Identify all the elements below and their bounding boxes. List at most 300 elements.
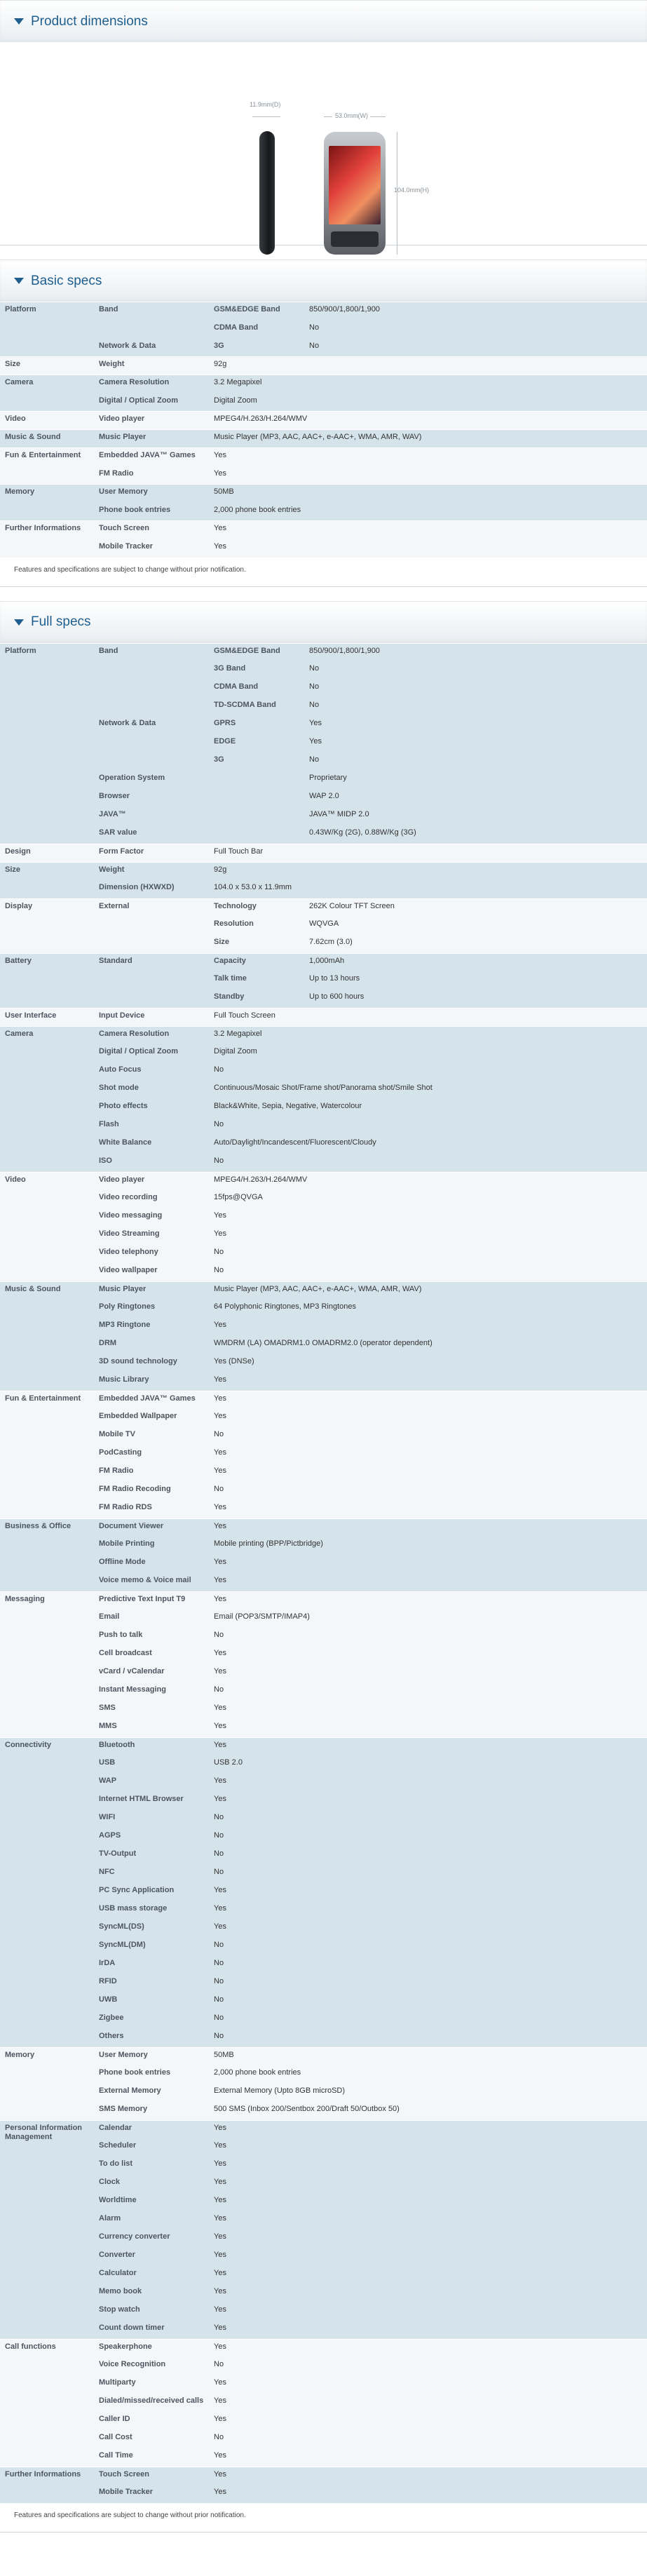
spec-value: Yes bbox=[209, 1500, 647, 1518]
spec-row bbox=[0, 412, 647, 430]
spec-value: Yes bbox=[209, 2193, 647, 2211]
spec-value: No bbox=[209, 1063, 647, 1081]
spec-value: Auto/Daylight/Incandescent/Fluorescent/Cloudy bbox=[209, 1135, 647, 1154]
spec-value: Yes bbox=[209, 2412, 647, 2430]
spec-label: Music Player bbox=[94, 1281, 209, 1300]
spec-label: Scheduler bbox=[94, 2138, 209, 2157]
spec-value: Yes bbox=[209, 2284, 647, 2302]
spec-subcategory: SAR value bbox=[94, 825, 209, 844]
depth-arrow bbox=[252, 116, 280, 117]
spec-row bbox=[0, 771, 647, 789]
spec-row bbox=[0, 2193, 647, 2211]
spec-row bbox=[0, 1409, 647, 1427]
spec-subcategory: Band bbox=[94, 302, 209, 321]
spec-row bbox=[0, 862, 647, 880]
spec-label: WIFI bbox=[94, 1810, 209, 1828]
spec-label: Currency converter bbox=[94, 2230, 209, 2248]
spec-value: Yes bbox=[209, 1664, 647, 1683]
spec-label bbox=[209, 789, 304, 807]
spec-row bbox=[0, 1081, 647, 1099]
spec-row bbox=[0, 2102, 647, 2120]
spec-row bbox=[0, 2412, 647, 2430]
spec-label: USB bbox=[94, 1755, 209, 1774]
spec-row bbox=[0, 339, 647, 357]
spec-row bbox=[0, 1336, 647, 1354]
spec-category: Camera bbox=[0, 1026, 94, 1172]
spec-subcategory: External bbox=[94, 898, 209, 917]
spec-label: Calendar bbox=[94, 2120, 209, 2138]
spec-value: Yes bbox=[209, 1391, 647, 1409]
spec-category: Design bbox=[0, 844, 94, 862]
spec-label: Weight bbox=[94, 357, 209, 375]
spec-value: Yes bbox=[209, 2321, 647, 2339]
spec-label: Call Cost bbox=[94, 2430, 209, 2448]
spec-row bbox=[0, 2211, 647, 2230]
spec-category: Further Informations bbox=[0, 2467, 94, 2503]
spec-label: Converter bbox=[94, 2248, 209, 2266]
spec-label: 3G Band bbox=[209, 661, 304, 680]
spec-value: No bbox=[209, 2357, 647, 2375]
spec-label: 3G bbox=[209, 339, 304, 357]
spec-label: Instant Messaging bbox=[94, 1683, 209, 1701]
spec-value: 3.2 Megapixel bbox=[209, 375, 647, 393]
spec-value: No bbox=[209, 2029, 647, 2047]
spec-category: Memory bbox=[0, 2047, 94, 2120]
spec-value: Music Player (MP3, AAC, AAC+, e-AAC+, WMA, AMR, WAV) bbox=[209, 1281, 647, 1300]
spec-value: Yes bbox=[209, 2138, 647, 2157]
spec-label: Others bbox=[94, 2029, 209, 2047]
spec-subcategory bbox=[94, 971, 209, 990]
spec-value: Yes bbox=[209, 1591, 647, 1610]
spec-row bbox=[0, 1063, 647, 1081]
spec-subcategory: Operation System bbox=[94, 771, 209, 789]
spec-value: Continuous/Mosaic Shot/Frame shot/Panorama shot/Smile Shot bbox=[209, 1081, 647, 1099]
spec-row bbox=[0, 935, 647, 953]
spec-label: Photo effects bbox=[94, 1099, 209, 1117]
spec-value: Yes bbox=[209, 466, 647, 485]
spec-value: 262K Colour TFT Screen bbox=[304, 898, 647, 917]
spec-value: Yes bbox=[209, 1792, 647, 1810]
spec-label: Voice memo & Voice mail bbox=[94, 1573, 209, 1591]
spec-row bbox=[0, 1920, 647, 1938]
spec-label: Weight bbox=[94, 862, 209, 880]
spec-value: Yes bbox=[209, 2266, 647, 2284]
spec-label: Voice Recognition bbox=[94, 2357, 209, 2375]
spec-row bbox=[0, 1573, 647, 1591]
spec-label: IrDA bbox=[94, 1956, 209, 1974]
spec-category: Messaging bbox=[0, 1591, 94, 1737]
spec-row bbox=[0, 789, 647, 807]
spec-value: No bbox=[209, 2430, 647, 2448]
product-dimensions-section bbox=[0, 0, 647, 245]
spec-label: Video messaging bbox=[94, 1208, 209, 1227]
width-label: 53.0mm(W) bbox=[335, 112, 368, 119]
spec-row bbox=[0, 1245, 647, 1263]
spec-row bbox=[0, 1610, 647, 1628]
spec-row bbox=[0, 825, 647, 844]
spec-label: Camera Resolution bbox=[94, 1026, 209, 1044]
spec-value: No bbox=[304, 698, 647, 716]
spec-label: UWB bbox=[94, 1992, 209, 2011]
spec-row bbox=[0, 1464, 647, 1482]
spec-subcategory bbox=[94, 698, 209, 716]
spec-value: 92g bbox=[209, 862, 647, 880]
disclaimer-note: Features and specifications are subject to change without prior notification. bbox=[0, 2503, 647, 2533]
spec-value: Music Player (MP3, AAC, AAC+, e-AAC+, WMA, AMR, WAV) bbox=[209, 430, 647, 448]
spec-label: User Memory bbox=[94, 2047, 209, 2065]
spec-label: SyncML(DM) bbox=[94, 1938, 209, 1956]
basic-specs-table bbox=[0, 302, 647, 558]
spec-row bbox=[0, 1737, 647, 1755]
spec-value: Yes bbox=[209, 2394, 647, 2412]
spec-value: Yes bbox=[209, 1573, 647, 1591]
spec-value: Yes bbox=[209, 1883, 647, 1901]
spec-value: External Memory (Upto 8GB microSD) bbox=[209, 2084, 647, 2102]
spec-label: Video player bbox=[94, 1172, 209, 1190]
spec-label: Worldtime bbox=[94, 2193, 209, 2211]
spec-label: Technology bbox=[209, 898, 304, 917]
spec-row bbox=[0, 1500, 647, 1518]
spec-label: Embedded Wallpaper bbox=[94, 1409, 209, 1427]
spec-row bbox=[0, 1701, 647, 1719]
spec-value: 850/900/1,800/1,900 bbox=[304, 643, 647, 661]
spec-label: 3G bbox=[209, 753, 304, 771]
spec-label: Mobile Tracker bbox=[94, 539, 209, 558]
spec-row bbox=[0, 898, 647, 917]
spec-row bbox=[0, 990, 647, 1008]
spec-row bbox=[0, 880, 647, 898]
spec-row bbox=[0, 302, 647, 321]
full-specs-table bbox=[0, 643, 647, 2504]
spec-value: MPEG4/H.263/H.264/WMV bbox=[209, 1172, 647, 1190]
spec-value: Yes bbox=[209, 2339, 647, 2357]
spec-label: Email bbox=[94, 1610, 209, 1628]
spec-value: Mobile printing (BPP/Pictbridge) bbox=[209, 1537, 647, 1555]
collapse-arrow-icon[interactable] bbox=[14, 619, 24, 626]
spec-row bbox=[0, 357, 647, 375]
spec-row bbox=[0, 1628, 647, 1646]
basic-specs-header[interactable] bbox=[0, 259, 647, 302]
spec-category: Size bbox=[0, 357, 94, 375]
spec-label: CDMA Band bbox=[209, 680, 304, 698]
spec-value: 2,000 phone book entries bbox=[209, 2065, 647, 2084]
spec-value: Yes bbox=[209, 2211, 647, 2230]
spec-row bbox=[0, 1719, 647, 1737]
spec-row bbox=[0, 2157, 647, 2175]
spec-value: Yes bbox=[209, 2375, 647, 2394]
full-specs-section bbox=[0, 601, 647, 2533]
spec-value: 7.62cm (3.0) bbox=[304, 935, 647, 953]
spec-label: Dialed/missed/received calls bbox=[94, 2394, 209, 2412]
section-title: Full specs bbox=[31, 614, 91, 629]
spec-label: Video wallpaper bbox=[94, 1263, 209, 1281]
spec-value: 64 Polyphonic Ringtones, MP3 Ringtones bbox=[209, 1300, 647, 1318]
spec-label: Internet HTML Browser bbox=[94, 1792, 209, 1810]
spec-label: Size bbox=[209, 935, 304, 953]
spec-value: No bbox=[209, 1992, 647, 2011]
spec-subcategory: Network & Data bbox=[94, 716, 209, 734]
section-title: Basic specs bbox=[31, 273, 102, 288]
spec-value: Yes bbox=[209, 2157, 647, 2175]
spec-value: No bbox=[209, 1938, 647, 1956]
product-dimensions-header[interactable] bbox=[0, 0, 647, 42]
spec-label: Video telephony bbox=[94, 1245, 209, 1263]
spec-label: Calculator bbox=[94, 2266, 209, 2284]
spec-value: Yes bbox=[209, 2120, 647, 2138]
spec-row bbox=[0, 2375, 647, 2394]
spec-subcategory: Standard bbox=[94, 953, 209, 971]
spec-label: Music Library bbox=[94, 1373, 209, 1391]
spec-value: WAP 2.0 bbox=[304, 789, 647, 807]
spec-row bbox=[0, 1190, 647, 1208]
spec-value: Yes bbox=[209, 1555, 647, 1573]
spec-value: Up to 13 hours bbox=[304, 971, 647, 990]
spec-row bbox=[0, 2084, 647, 2102]
spec-value: Yes bbox=[209, 1318, 647, 1336]
spec-value: No bbox=[304, 339, 647, 357]
spec-row bbox=[0, 1263, 647, 1281]
spec-label: Count down timer bbox=[94, 2321, 209, 2339]
spec-label: Alarm bbox=[94, 2211, 209, 2230]
spec-value: No bbox=[304, 753, 647, 771]
spec-value: No bbox=[304, 321, 647, 339]
spec-value: No bbox=[304, 680, 647, 698]
spec-label: FM Radio RDS bbox=[94, 1500, 209, 1518]
spec-value: No bbox=[209, 1974, 647, 1992]
spec-row bbox=[0, 1445, 647, 1464]
spec-row bbox=[0, 716, 647, 734]
spec-value: Email (POP3/SMTP/IMAP4) bbox=[209, 1610, 647, 1628]
spec-row bbox=[0, 698, 647, 716]
depth-label: 11.9mm(D) bbox=[250, 101, 281, 108]
spec-row bbox=[0, 1044, 647, 1063]
spec-value: Yes bbox=[209, 1920, 647, 1938]
spec-value: WMDRM (LA) OMADRM1.0 OMADRM2.0 (operator dependent) bbox=[209, 1336, 647, 1354]
spec-row bbox=[0, 1774, 647, 1792]
spec-label: EDGE bbox=[209, 734, 304, 753]
spec-row bbox=[0, 1537, 647, 1555]
spec-label: RFID bbox=[94, 1974, 209, 1992]
spec-row bbox=[0, 680, 647, 698]
spec-value: No bbox=[209, 1828, 647, 1847]
spec-value: Full Touch Bar bbox=[209, 844, 647, 862]
spec-row bbox=[0, 1117, 647, 1135]
spec-value: Yes bbox=[209, 1409, 647, 1427]
spec-value: Yes bbox=[209, 1737, 647, 1755]
spec-row bbox=[0, 971, 647, 990]
spec-value: Yes bbox=[209, 539, 647, 558]
full-specs-header[interactable] bbox=[0, 601, 647, 643]
spec-category: Personal Information Management bbox=[0, 2120, 94, 2339]
spec-row bbox=[0, 1300, 647, 1318]
spec-row bbox=[0, 1227, 647, 1245]
section-title: Product dimensions bbox=[31, 13, 148, 29]
spec-subcategory bbox=[94, 753, 209, 771]
spec-category: Call functions bbox=[0, 2339, 94, 2467]
spec-row bbox=[0, 1318, 647, 1336]
spec-row bbox=[0, 1391, 647, 1409]
spec-subcategory: Browser bbox=[94, 789, 209, 807]
spec-row bbox=[0, 485, 647, 503]
spec-row bbox=[0, 1938, 647, 1956]
width-arrow-left bbox=[324, 116, 332, 117]
spec-label: Stop watch bbox=[94, 2302, 209, 2321]
spec-row bbox=[0, 1792, 647, 1810]
collapse-arrow-icon[interactable] bbox=[14, 278, 24, 284]
spec-row bbox=[0, 2284, 647, 2302]
spec-row bbox=[0, 448, 647, 466]
spec-row bbox=[0, 1373, 647, 1391]
spec-subcategory: Network & Data bbox=[94, 339, 209, 357]
spec-label: Touch Screen bbox=[94, 2467, 209, 2485]
spec-label: Digital / Optical Zoom bbox=[94, 1044, 209, 1063]
spec-row bbox=[0, 1208, 647, 1227]
spec-label: FM Radio bbox=[94, 466, 209, 485]
spec-value: No bbox=[209, 1154, 647, 1172]
width-arrow-right bbox=[370, 116, 386, 117]
spec-value: Yes bbox=[304, 716, 647, 734]
spec-value: No bbox=[209, 1117, 647, 1135]
spec-value: No bbox=[209, 1683, 647, 1701]
spec-label bbox=[209, 771, 304, 789]
spec-row bbox=[0, 953, 647, 971]
spec-value: No bbox=[209, 1482, 647, 1500]
spec-value: Yes bbox=[209, 1774, 647, 1792]
spec-subcategory bbox=[94, 935, 209, 953]
spec-row bbox=[0, 1664, 647, 1683]
spec-value: 500 SMS (Inbox 200/Sentbox 200/Draft 50/Outbox 50) bbox=[209, 2102, 647, 2120]
spec-label: Memo book bbox=[94, 2284, 209, 2302]
spec-row bbox=[0, 1172, 647, 1190]
spec-category: Connectivity bbox=[0, 1737, 94, 2047]
spec-row bbox=[0, 2302, 647, 2321]
spec-row bbox=[0, 503, 647, 521]
spec-value: Yes bbox=[209, 1901, 647, 1920]
spec-value: No bbox=[209, 2011, 647, 2029]
spec-label: PodCasting bbox=[94, 1445, 209, 1464]
phone-screen bbox=[329, 146, 381, 224]
spec-label: Talk time bbox=[209, 971, 304, 990]
spec-label: WAP bbox=[94, 1774, 209, 1792]
spec-label: SMS Memory bbox=[94, 2102, 209, 2120]
spec-value: Yes bbox=[209, 2467, 647, 2485]
spec-category: User Interface bbox=[0, 1008, 94, 1026]
spec-label: vCard / vCalendar bbox=[94, 1664, 209, 1683]
spec-subcategory: JAVA™ bbox=[94, 807, 209, 825]
spec-category: Further Informations bbox=[0, 521, 94, 558]
spec-value: Yes bbox=[209, 1208, 647, 1227]
spec-subcategory: Band bbox=[94, 643, 209, 661]
spec-value: 92g bbox=[209, 357, 647, 375]
spec-row bbox=[0, 2266, 647, 2284]
spec-label: 3D sound technology bbox=[94, 1354, 209, 1373]
spec-value: 0.43W/Kg (2G), 0.88W/Kg (3G) bbox=[304, 825, 647, 844]
spec-label: TV-Output bbox=[94, 1847, 209, 1865]
spec-label: To do list bbox=[94, 2157, 209, 2175]
spec-label: Mobile Printing bbox=[94, 1537, 209, 1555]
spec-label: Embedded JAVA™ Games bbox=[94, 448, 209, 466]
spec-label: Touch Screen bbox=[94, 521, 209, 539]
spec-value: Yes bbox=[209, 448, 647, 466]
spec-value: No bbox=[304, 661, 647, 680]
spec-row bbox=[0, 2065, 647, 2084]
spec-label: Video recording bbox=[94, 1190, 209, 1208]
spec-label: User Memory bbox=[94, 485, 209, 503]
basic-specs-section bbox=[0, 259, 647, 587]
spec-label: Cell broadcast bbox=[94, 1646, 209, 1664]
spec-value: Yes bbox=[209, 521, 647, 539]
spec-category: Platform bbox=[0, 643, 94, 844]
spec-label: Dimension (HXWXD) bbox=[94, 880, 209, 898]
spec-label: Mobile Tracker bbox=[94, 2485, 209, 2503]
spec-row bbox=[0, 1646, 647, 1664]
spec-category: Video bbox=[0, 1172, 94, 1281]
spec-row bbox=[0, 661, 647, 680]
spec-label: DRM bbox=[94, 1336, 209, 1354]
spec-value: No bbox=[209, 1810, 647, 1828]
spec-label: PC Sync Application bbox=[94, 1883, 209, 1901]
spec-label: Bluetooth bbox=[94, 1737, 209, 1755]
spec-row bbox=[0, 1956, 647, 1974]
spec-category: Platform bbox=[0, 302, 94, 357]
spec-value: Yes bbox=[209, 1518, 647, 1537]
spec-row bbox=[0, 1755, 647, 1774]
spec-row bbox=[0, 1099, 647, 1117]
spec-value: No bbox=[209, 1263, 647, 1281]
spec-row bbox=[0, 1992, 647, 2011]
spec-row bbox=[0, 2047, 647, 2065]
spec-value: Yes bbox=[304, 734, 647, 753]
spec-value: Yes bbox=[209, 1464, 647, 1482]
spec-row bbox=[0, 1847, 647, 1865]
spec-row bbox=[0, 2448, 647, 2467]
spec-label: Music Player bbox=[94, 430, 209, 448]
spec-label: Multiparty bbox=[94, 2375, 209, 2394]
spec-row bbox=[0, 430, 647, 448]
spec-row bbox=[0, 1135, 647, 1154]
spec-label: Capacity bbox=[209, 953, 304, 971]
spec-label: SyncML(DS) bbox=[94, 1920, 209, 1938]
spec-row bbox=[0, 2339, 647, 2357]
spec-label: Offline Mode bbox=[94, 1555, 209, 1573]
spec-category: Music & Sound bbox=[0, 430, 94, 448]
spec-label: Push to talk bbox=[94, 1628, 209, 1646]
spec-label: NFC bbox=[94, 1865, 209, 1883]
spec-category: Fun & Entertainment bbox=[0, 448, 94, 485]
spec-value: Yes bbox=[209, 2248, 647, 2266]
spec-value: Black&White, Sepia, Negative, Watercolour bbox=[209, 1099, 647, 1117]
spec-value: No bbox=[209, 1628, 647, 1646]
spec-category: Memory bbox=[0, 485, 94, 521]
dimensions-figure bbox=[0, 42, 647, 245]
spec-row bbox=[0, 375, 647, 393]
spec-value: WQVGA bbox=[304, 917, 647, 935]
spec-row bbox=[0, 1154, 647, 1172]
spec-row bbox=[0, 1810, 647, 1828]
spec-row bbox=[0, 1555, 647, 1573]
phone-side-image bbox=[259, 131, 275, 255]
spec-row bbox=[0, 643, 647, 661]
spec-row bbox=[0, 734, 647, 753]
spec-row bbox=[0, 1427, 647, 1445]
spec-label: Call Time bbox=[94, 2448, 209, 2467]
spec-label: Clock bbox=[94, 2175, 209, 2193]
spec-row bbox=[0, 1281, 647, 1300]
spec-label: Document Viewer bbox=[94, 1518, 209, 1537]
collapse-arrow-icon[interactable] bbox=[14, 18, 24, 25]
spec-category: Music & Sound bbox=[0, 1281, 94, 1391]
spec-row bbox=[0, 2230, 647, 2248]
